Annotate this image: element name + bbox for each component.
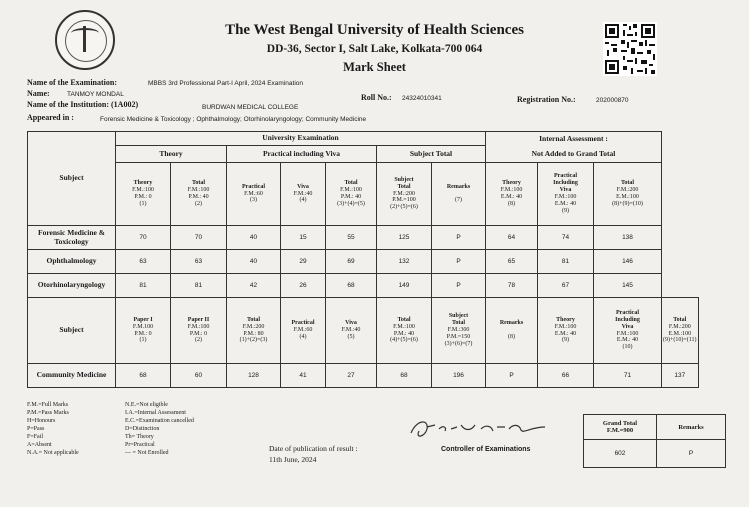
internal-assessment-header: Internal Assessment : Not Added to Grand Total	[486, 132, 662, 163]
subject-total: 125	[377, 226, 432, 250]
subject-name: Ophthalmology	[28, 250, 116, 274]
subject-header-2: Subject	[28, 298, 116, 364]
grand-total-table	[583, 414, 726, 468]
theory-mark: 81	[116, 274, 171, 298]
col-ia-total-header-2: Total F.M.:200 E.M.:100 (9)+(10)=(11)	[662, 298, 699, 364]
subject-name: Otorhinolaryngology	[28, 274, 116, 298]
theory-total: 70	[171, 226, 227, 250]
col-paper2-header: Paper II F.M.:100 P.M.: 0 (2)	[171, 298, 227, 364]
exam-value: MBBS 3rd Professional Part-I April, 2024 Examination	[148, 80, 303, 87]
col-subject-total-header: Subject Total F.M.:200 P.M.=100 (2)+(5)=(6)	[377, 163, 432, 226]
practical-mark: 40	[227, 226, 281, 250]
ia-total: 146	[594, 250, 662, 274]
ia-total: 138	[594, 226, 662, 250]
ia-total: 137	[662, 364, 699, 388]
registration-label: Registration No.:	[517, 95, 576, 104]
qr-code-icon	[603, 22, 657, 76]
viva-mark: 15	[281, 226, 326, 250]
pv-total: 55	[326, 226, 377, 250]
subject-header: Subject	[28, 132, 116, 226]
institution-value: BURDWAN MEDICAL COLLEGE	[202, 104, 299, 111]
col-viva-header: Viva F.M.:40 (4)	[281, 163, 326, 226]
paper2-mark: 60	[171, 364, 227, 388]
col-pv-total-header: Total F.M.:100 P.M.: 40 (3)+(4)=(5)	[326, 163, 377, 226]
subject-total: 149	[377, 274, 432, 298]
practical-mark: 41	[281, 364, 326, 388]
theory-group-header: Theory	[116, 146, 227, 163]
grand-total-value: 602	[584, 440, 657, 468]
theory-total: 63	[171, 250, 227, 274]
ia-practical: 74	[538, 226, 594, 250]
controller-label: Controller of Examinations	[441, 446, 531, 453]
col-ia-theory-header-2: Theory F.M.:100 E.M.: 40 (9)	[538, 298, 594, 364]
ia-theory: 64	[486, 226, 538, 250]
name-label: Name:	[27, 89, 50, 98]
ia-practical: 67	[538, 274, 594, 298]
publication-date: 11th June, 2024	[269, 455, 317, 464]
ia-theory: 66	[538, 364, 594, 388]
table-row	[28, 364, 699, 388]
viva-mark: 27	[326, 364, 377, 388]
remarks: P	[486, 364, 538, 388]
publication-label: Date of publication of result :	[269, 444, 358, 453]
col-viva-header-2: Viva F.M.:40 (5)	[326, 298, 377, 364]
col-papers-total-header: Total F.M.:200 P.M.: 80 (1)+(2)=(3)	[227, 298, 281, 364]
marks-table	[27, 131, 699, 388]
col-ia-practical-header-2: Practical Including Viva F.M.:100 E.M.: 40 (10)	[594, 298, 662, 364]
practical-mark: 40	[227, 250, 281, 274]
col-ia-total-header: Total F.M.:200 E.M.:100 (8)+(9)=(10)	[594, 163, 662, 226]
ia-theory: 78	[486, 274, 538, 298]
grand-total-remarks: P	[657, 440, 726, 468]
col-remarks-header: Remarks (7)	[432, 163, 486, 226]
legend-right: N.E.=Not eligible I.A.=Internal Assessment E.C.=Examination cancelled D=Distinction Th= Theory Pr=Practical — = Not Enrolled	[125, 402, 194, 456]
theory-mark: 70	[116, 226, 171, 250]
subject-total-group-header: Subject Total	[377, 146, 486, 163]
col-practical-header-2: Practical F.M.:60 (4)	[281, 298, 326, 364]
col-paper1-header: Paper I F.M.100 P.M.: 0 (1)	[116, 298, 171, 364]
ia-practical: 81	[538, 250, 594, 274]
sheet-title: Mark Sheet	[343, 60, 406, 74]
pv-total: 69	[326, 250, 377, 274]
university-name: The West Bengal University of Health Sciences	[225, 22, 524, 38]
papers-total: 128	[227, 364, 281, 388]
roll-value: 24324010341	[402, 95, 442, 102]
subject-name: Community Medicine	[28, 364, 116, 388]
remarks: P	[432, 250, 486, 274]
paper1-mark: 68	[116, 364, 171, 388]
col-theory-header: Theory F.M.:100 P.M.: 0 (1)	[116, 163, 171, 226]
col-theory-total-header: Total F.M.:100 P.M.: 40 (2)	[171, 163, 227, 226]
pv-total: 68	[377, 364, 432, 388]
appeared-value: Forensic Medicine & Toxicology ; Ophthalmology; Otorhinolaryngology; Community Medicine	[100, 116, 367, 123]
grand-total-header: Grand Total F.M.=900	[584, 415, 657, 440]
theory-total: 81	[171, 274, 227, 298]
col-pv-total-header-2: Total F.M.:100 P.M.: 40 (4)+(5)=(6)	[377, 298, 432, 364]
appeared-label: Appeared in :	[27, 113, 74, 122]
exam-label: Name of the Examination:	[27, 78, 117, 87]
grand-total-remarks-header: Remarks	[657, 415, 726, 440]
university-exam-header: University Examination	[116, 132, 486, 146]
theory-mark: 63	[116, 250, 171, 274]
practical-group-header: Practical including Viva	[227, 146, 377, 163]
institution-label: Name of the Institution: (1A002)	[27, 100, 139, 109]
subject-total: 196	[432, 364, 486, 388]
col-remarks-header-2: Remarks (8)	[486, 298, 538, 364]
ia-total: 145	[594, 274, 662, 298]
roll-label: Roll No.:	[361, 93, 392, 102]
subject-name: Forensic Medicine & Toxicology	[28, 226, 116, 250]
ia-theory: 65	[486, 250, 538, 274]
name-value: TANMOY MONDAL	[67, 91, 124, 98]
practical-mark: 42	[227, 274, 281, 298]
col-practical-header: Practical F.M.:60 (3)	[227, 163, 281, 226]
pv-total: 68	[326, 274, 377, 298]
col-ia-practical-header: Practical Including Viva F.M.:100 E.M.: 40 (9)	[538, 163, 594, 226]
legend-left: F.M.=Full Marks P.M.=Pass Marks H=Honours P=Pass F=Fail A=Absent N.A.= Not applicable	[27, 402, 79, 456]
col-subject-total-header-2: Subject Total F.M.:300 P.M.=150 (3)+(6)=(7)	[432, 298, 486, 364]
viva-mark: 26	[281, 274, 326, 298]
controller-signature	[405, 415, 555, 443]
col-ia-theory-header: Theory F.M.:100 E.M.: 40 (8)	[486, 163, 538, 226]
viva-mark: 29	[281, 250, 326, 274]
ia-practical: 71	[594, 364, 662, 388]
remarks: P	[432, 274, 486, 298]
table-row	[28, 250, 699, 274]
table-row	[28, 226, 699, 250]
registration-value: 202000870	[596, 97, 629, 104]
remarks: P	[432, 226, 486, 250]
university-address: DD-36, Sector I, Salt Lake, Kolkata-700 064	[266, 43, 483, 55]
table-row	[28, 274, 699, 298]
subject-total: 132	[377, 250, 432, 274]
